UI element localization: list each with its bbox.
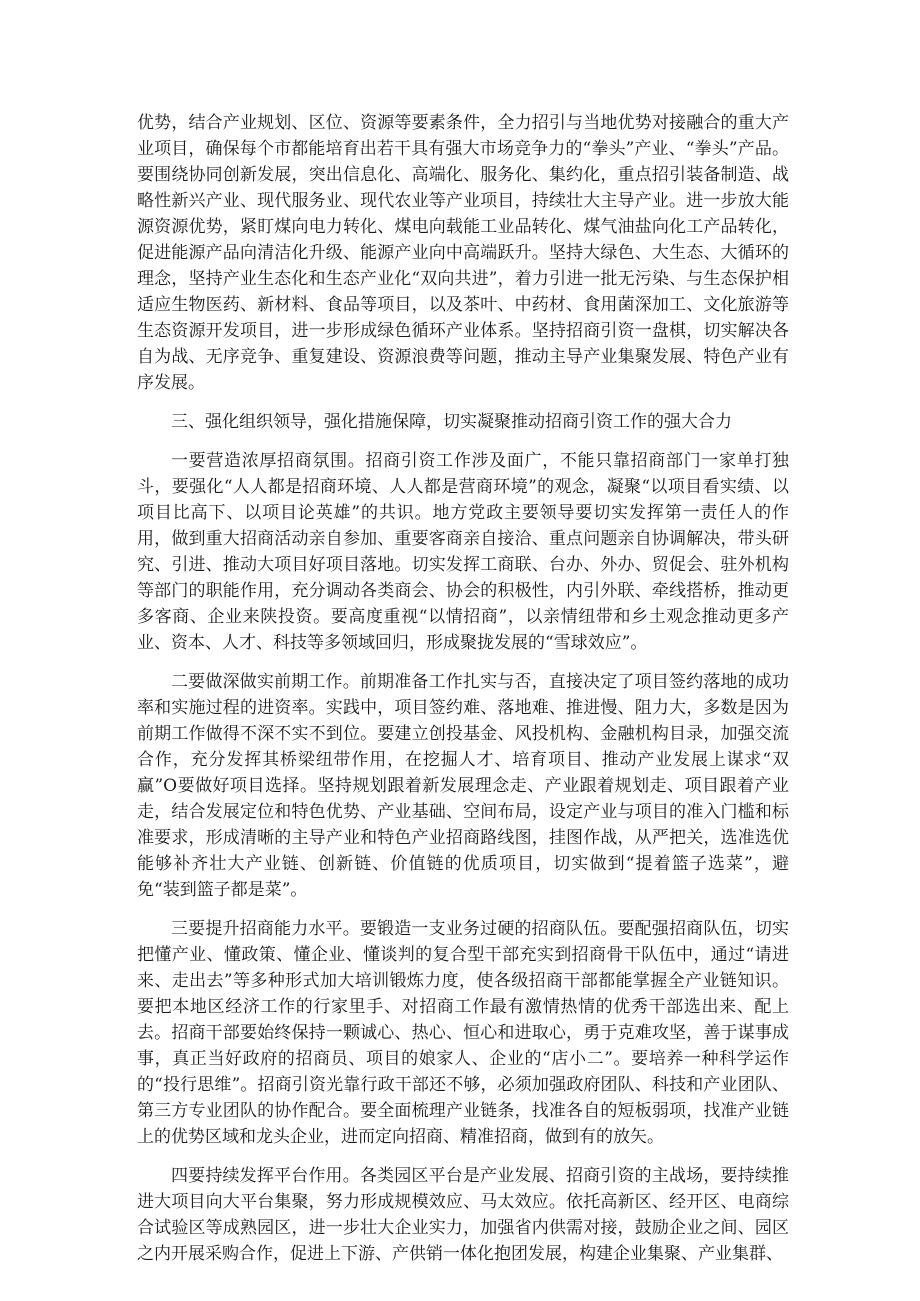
- paragraph-preliminary-work: 二要做深做实前期工作。前期准备工作扎实与否，直接决定了项目签约落地的成功率和实施过程的进资率。实践中，项目签约难、落地难、推进慢、阻力大，多数是因为前期工作做得不深不实不到位。要建立创投基金、风投机构、金融机构目录，加强交流合作，充分发挥其桥梁纽带作用，在挖掘人才、培育项目、推动产业发展上谋求“双赢”O要做好项目选择。坚持规划跟着新发展理念走、产业跟着规划走、项目跟着产业走，结合发展定位和特色优势、产业基础、空间布局，设定产业与项目的准入门槛和标准要求，形成清晰的主导产业和特色产业招商路线图，挂图作战，从严把关，选准选优能够补齐壮大产业链、创新链、价值链的优质项目，切实做到“提着篮子选菜”，避免“装到篮子都是菜”。: [137, 672, 789, 900]
- paragraph-investment-atmosphere: 一要营造浓厚招商氛围。招商引资工作涉及面广，不能只靠招商部门一家单打独斗，要强化“人人都是招商环境、人人都是营商环境”的观念，凝聚“以项目看实绩、以项目比高下、以项目论英雄”的共识。地方党政主要领导要切实发挥第一责任人的作用，做到重大招商活动亲自参加、重要客商亲自接洽、重点问题亲自协调解决，带头研究、引进、推动大项目好项目落地。切实发挥工商联、台办、外办、贸促会、驻外机构等部门的职能作用，充分调动各类商会、协会的积极性，内引外联、牵线搭桥，推动更多客商、企业来陕投资。要高度重视“以情招商”，以亲情纽带和乡土观念推动更多产业、资本、人才、科技等多领域回归，形成聚拢发展的“雪球效应”。: [137, 451, 789, 653]
- paragraph-industry-layout: 优势，结合产业规划、区位、资源等要素条件，全力招引与当地优势对接融合的重大产业项目，确保每个市都能培育出若干具有强大市场竞争力的“拳头”产业、“拳头”产品。要围绕协同创新发展，突出信息化、高端化、服务化、集约化，重点招引装备制造、战略性新兴产业、现代服务业、现代农业等产业项目，持续壮大主导产业。进一步放大能源资源优势，紧盯煤向电力转化、煤电向载能工业品转化、煤气油盐向化工产品转化，促进能源产品向清洁化升级、能源产业向中高端跃升。坚持大绿色、大生态、大循环的理念，坚持产业生态化和生态产业化“双向共进”，着力引进一批无污染、与生态保护相适应生物医药、新材料、食品等项目，以及茶叶、中药材、食用菌深加工、文化旅游等生态资源开发项目，进一步形成绿色循环产业体系。坚持招商引资一盘棋，切实解决各自为战、无序竞争、重复建设、资源浪费等问题，推动主导产业集聚发展、特色产业有序发展。: [137, 113, 789, 393]
- document-page: [137, 110, 789, 1280]
- paragraph-capability: 三要提升招商能力水平。要锻造一支业务过硬的招商队伍。要配强招商队伍，切实把懂产业、懂政策、懂企业、懂谈判的复合型干部充实到招商骨干队伍中，通过“请进来、走出去”等多种形式加大培训锻炼力度，使各级招商干部都能掌握全产业链知识。要把本地区经济工作的行家里手、对招商工作最有激情热情的优秀干部选出来、配上去。招商干部要始终保持一颗诚心、热心、恒心和进取心，勇于克难攻坚，善于谋事成事，真正当好政府的招商员、项目的娘家人、企业的“店小二”。要培养一种科学运作的“投行思维”。招商引资光靠行政干部还不够，必须加强政府团队、科技和产业团队、第三方专业团队的协作配合。要全面梳理产业链条，找准各自的短板弱项，找准产业链上的优势区域和龙头企业，进而定向招商、精准招商，做到有的放矢。: [137, 919, 789, 1147]
- section-heading-three: 三、强化组织领导，强化措施保障，切实凝聚推动招商引资工作的强大合力: [171, 412, 732, 432]
- paragraph-platform: 四要持续发挥平台作用。各类园区平台是产业发展、招商引资的主战场，要持续推进大项目向大平台集聚，努力形成规模效应、马太效应。依托高新区、经开区、电商综合试验区等成熟园区，进一步壮大企业实力，加强省内供需对接，鼓励企业之间、园区之内开展采购合作，促进上下游、产供销一体化抱团发展，构建企业集聚、产业集群、: [137, 1166, 789, 1264]
